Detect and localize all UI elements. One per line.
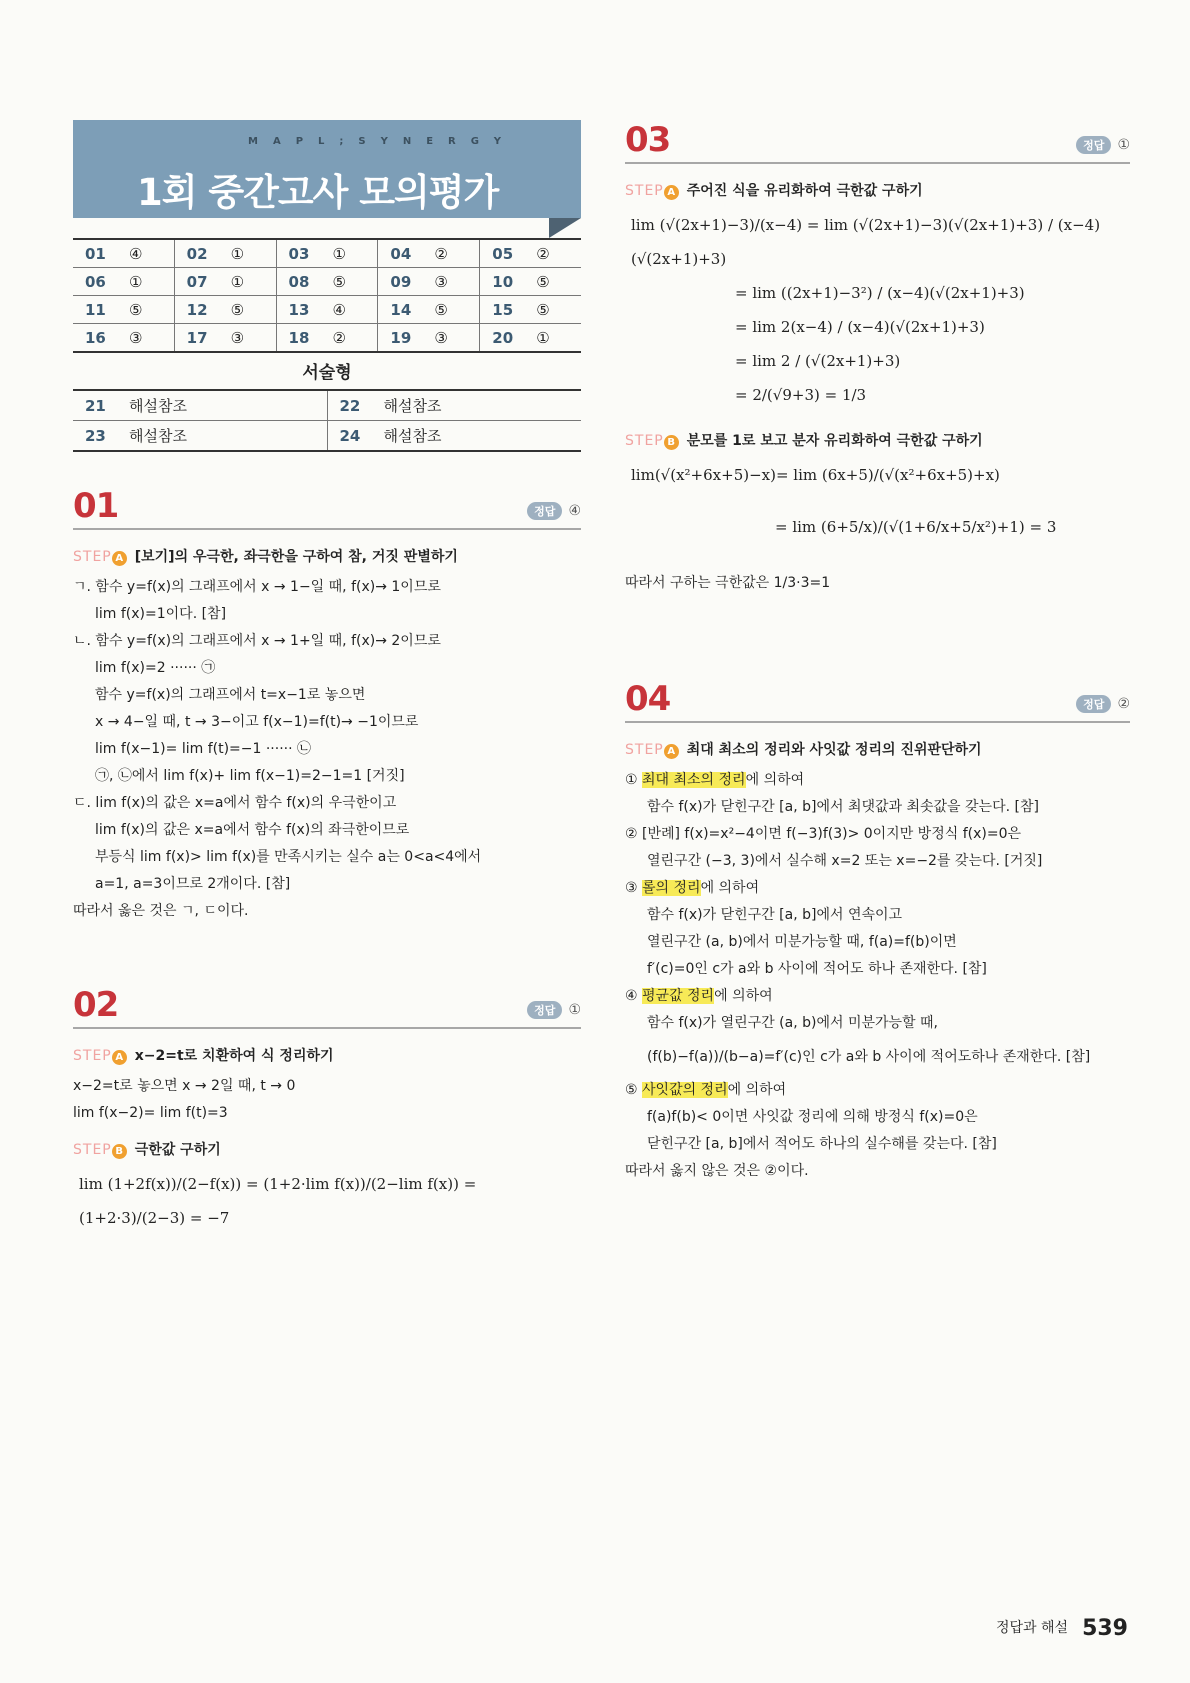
answer-choice: ③ xyxy=(129,328,143,347)
essay-note: 해설참조 xyxy=(129,397,187,415)
text-line: 함수 f(x)가 닫힌구간 [a, b]에서 최댓값과 최솟값을 갖는다. [참] xyxy=(647,799,1039,815)
answer-value: ① xyxy=(568,1002,581,1018)
question-number: 17 xyxy=(186,328,208,347)
banner-fold xyxy=(549,218,581,238)
step-label: STEP xyxy=(625,742,664,758)
essay-row xyxy=(73,421,581,452)
equation: lim (1+2f(x))/(2−f(x)) = (1+2·lim f(x))/(2−lim f(x)) = (1+2·3)/(2−3) = −7 xyxy=(79,1175,477,1227)
answer-pill: 정답 xyxy=(1076,136,1111,154)
answer-choice: ① xyxy=(230,272,245,291)
answer-choice: ③ xyxy=(434,272,448,291)
step-letter: B xyxy=(112,1144,127,1159)
step-letter: A xyxy=(664,744,679,759)
essay-cell xyxy=(327,421,581,452)
equation: lim(√(x²+6x+5)−x)= lim (6x+5)/(√(x²+6x+5)+x) xyxy=(631,466,1000,484)
answer-tag xyxy=(1076,136,1130,154)
text-line: ② [반례] f(x)=x²−4이면 f(−3)f(3)> 0이지만 방정식 f(x)=0은 xyxy=(625,826,1022,842)
problem-number: 03 xyxy=(625,120,671,160)
answer-cell xyxy=(73,268,174,296)
item-text: 에 의하여 xyxy=(727,1082,787,1098)
text-line: 함수 y=f(x)의 그래프에서 t=x−1로 놓으면 xyxy=(95,687,366,703)
text-line: 따라서 옳은 것은 ㄱ, ㄷ이다. xyxy=(73,903,249,919)
question-number: 01 xyxy=(85,244,106,263)
answer-cell xyxy=(276,239,378,268)
problem-number: 02 xyxy=(73,985,119,1025)
answer-cell xyxy=(276,268,378,296)
item-text: 에 의하여 xyxy=(700,880,760,896)
text-line: lim f(x)=2 ······ ㉠ xyxy=(95,660,216,676)
text-line: ㄱ. 함수 y=f(x)의 그래프에서 x → 1−일 때, f(x)→ 1이므로 xyxy=(73,579,441,595)
problem-number: 01 xyxy=(73,486,119,526)
problem-number: 04 xyxy=(625,679,671,719)
step-letter: B xyxy=(664,435,679,450)
answer-cell xyxy=(378,239,480,268)
question-number: 21 xyxy=(85,397,106,415)
answer-choice: ① xyxy=(536,328,550,347)
essay-note: 해설참조 xyxy=(383,397,442,415)
list-item xyxy=(625,983,1130,1010)
answer-cell xyxy=(378,324,480,353)
question-number: 03 xyxy=(288,244,310,263)
answer-cell xyxy=(480,239,581,268)
step-heading xyxy=(625,180,1130,200)
right-column xyxy=(625,120,1130,1185)
answer-cell xyxy=(480,268,581,296)
step-label: STEP xyxy=(73,1142,112,1158)
left-column xyxy=(73,120,581,1235)
equation: = lim 2 / (√(2x+1)+3) xyxy=(735,352,901,370)
question-number: 14 xyxy=(390,300,412,319)
answer-choice: ② xyxy=(434,244,448,263)
answer-cell xyxy=(378,268,480,296)
question-number: 11 xyxy=(85,300,106,319)
text-line: ㄷ. lim f(x)의 값은 x=a에서 함수 f(x)의 우극한이고 xyxy=(73,795,397,811)
answer-choice: ① xyxy=(332,244,346,263)
answer-row xyxy=(73,296,581,324)
answer-cell xyxy=(480,324,581,353)
question-number: 23 xyxy=(85,427,106,445)
question-number: 06 xyxy=(85,272,106,291)
answer-cell xyxy=(276,324,378,353)
answer-cell xyxy=(73,324,174,353)
answer-choice: ② xyxy=(332,328,346,347)
text-line: lim f(x−1)= lim f(t)=−1 ······ ㉡ xyxy=(95,741,312,757)
step-label: STEP xyxy=(73,549,112,565)
item-marker: ⑤ xyxy=(625,1082,643,1098)
answer-choice: ④ xyxy=(332,300,346,319)
essay-note: 해설참조 xyxy=(383,427,442,445)
answer-choice: ② xyxy=(536,244,550,263)
step-letter: A xyxy=(112,551,127,566)
answer-choice: ③ xyxy=(434,328,448,347)
question-number: 04 xyxy=(390,244,412,263)
answer-choice: ⑤ xyxy=(536,272,550,291)
essay-note: 해설참조 xyxy=(129,427,187,445)
answer-choice: ① xyxy=(129,272,143,291)
problem-04 xyxy=(625,679,1130,1185)
highlighted-term: 사잇값의 정리 xyxy=(642,1082,728,1098)
text-line: 함수 f(x)가 닫힌구간 [a, b]에서 연속이고 xyxy=(647,907,903,923)
answer-choice: ⑤ xyxy=(536,300,550,319)
list-item xyxy=(625,767,1130,794)
answer-value: ① xyxy=(1117,137,1130,153)
question-number: 10 xyxy=(492,272,514,291)
highlighted-term: 평균값 정리 xyxy=(642,988,715,1004)
answer-cell xyxy=(378,296,480,324)
answer-row xyxy=(73,324,581,353)
question-number: 02 xyxy=(186,244,208,263)
list-item xyxy=(625,875,1130,902)
question-number: 19 xyxy=(390,328,412,347)
text-line: a=1, a=3이므로 2개이다. [참] xyxy=(95,876,291,892)
text-line: 따라서 옳지 않은 것은 ②이다. xyxy=(625,1163,809,1179)
question-number: 07 xyxy=(186,272,208,291)
item-marker: ③ xyxy=(625,880,643,896)
highlighted-term: 롤의 정리 xyxy=(642,880,701,896)
step-heading xyxy=(73,546,581,566)
answer-table xyxy=(73,238,581,353)
equation: = lim (6+5/x)/(√(1+6/x+5/x²)+1) = 3 xyxy=(775,518,1057,536)
question-number: 18 xyxy=(288,328,310,347)
answer-cell xyxy=(276,296,378,324)
page-footer xyxy=(996,1616,1128,1641)
text-line: lim f(x)의 값은 x=a에서 함수 f(x)의 좌극한이므로 xyxy=(95,822,410,838)
problem-03 xyxy=(625,120,1130,597)
equation: = lim ((2x+1)−3²) / (x−4)(√(2x+1)+3) xyxy=(735,284,1025,302)
question-number: 16 xyxy=(85,328,106,347)
item-marker: ④ xyxy=(625,988,643,1004)
answer-choice: ⑤ xyxy=(332,272,346,291)
problem-header xyxy=(625,679,1130,723)
text-line: (f(b)−f(a))/(b−a)=f′(c)인 c가 a와 b 사이에 적어도하나 존재한다. [참] xyxy=(647,1049,1091,1065)
text-line: 열린구간 (a, b)에서 미분가능할 때, f(a)=f(b)이면 xyxy=(647,934,957,950)
answer-choice: ④ xyxy=(129,244,143,263)
step-letter: A xyxy=(112,1050,127,1065)
text-line: 열린구간 (−3, 3)에서 실수해 x=2 또는 x=−2를 갖는다. [거짓] xyxy=(647,853,1043,869)
question-number: 12 xyxy=(186,300,208,319)
step-heading xyxy=(625,430,1130,450)
answer-cell xyxy=(174,239,276,268)
answer-cell xyxy=(73,239,174,268)
answer-cell xyxy=(73,296,174,324)
essay-table xyxy=(73,389,581,452)
text-line: f(a)f(b)< 0이면 사잇값 정리에 의해 방정식 f(x)=0은 xyxy=(647,1109,978,1125)
question-number: 09 xyxy=(390,272,412,291)
question-number: 08 xyxy=(288,272,310,291)
essay-heading: 서술형 xyxy=(302,363,352,383)
text-line: lim f(x)=1이다. [참] xyxy=(95,606,227,622)
highlighted-term: 최대 최소의 정리 xyxy=(642,772,746,788)
page-number: 539 xyxy=(1082,1616,1128,1641)
problem-header xyxy=(625,120,1130,164)
answer-row xyxy=(73,239,581,268)
step-title: 최대 최소의 정리와 사잇값 정리의 진위판단하기 xyxy=(686,742,982,758)
question-number: 22 xyxy=(339,397,361,415)
essay-cell xyxy=(327,390,581,421)
exam-title: 1회 중간고사 모의평가 xyxy=(137,171,499,214)
step-title: 극한값 구하기 xyxy=(134,1142,221,1158)
problem-02 xyxy=(73,985,581,1235)
answer-row xyxy=(73,268,581,296)
answer-pill: 정답 xyxy=(527,502,562,520)
step-label: STEP xyxy=(625,183,664,199)
answer-cell xyxy=(174,268,276,296)
step-label: STEP xyxy=(625,433,664,449)
step-title: 주어진 식을 유리화하여 극한값 구하기 xyxy=(686,183,923,199)
answer-value: ④ xyxy=(568,503,581,519)
answer-value: ② xyxy=(1117,696,1130,712)
equation: lim (√(2x+1)−3)/(x−4) = lim (√(2x+1)−3)(√(2x+1)+3) / (x−4)(√(2x+1)+3) xyxy=(631,216,1101,268)
essay-row xyxy=(73,390,581,421)
answer-choice: ⑤ xyxy=(434,300,448,319)
text-line: x → 4−일 때, t → 3−이고 f(x−1)=f(t)→ −1이므로 xyxy=(95,714,419,730)
text-line: f′(c)=0인 c가 a와 b 사이에 적어도 하나 존재한다. [참] xyxy=(647,961,987,977)
answer-cell xyxy=(174,296,276,324)
item-marker: ① xyxy=(625,772,643,788)
text-line: x−2=t로 놓으면 x → 2일 때, t → 0 xyxy=(73,1078,296,1094)
answer-tag xyxy=(527,1001,581,1019)
step-title: [보기]의 우극한, 좌극한을 구하여 참, 거짓 판별하기 xyxy=(134,549,458,565)
essay-cell xyxy=(73,390,327,421)
text-line: ㄴ. 함수 y=f(x)의 그래프에서 x → 1+일 때, f(x)→ 2이므로 xyxy=(73,633,441,649)
brand-text: MAPL;SYNERGY xyxy=(248,136,516,147)
step-heading xyxy=(73,1139,581,1159)
item-text: 에 의하여 xyxy=(745,772,805,788)
step-label: STEP xyxy=(73,1048,112,1064)
text-line: ㉠, ㉡에서 lim f(x)+ lim f(x−1)=2−1=1 [거짓] xyxy=(95,768,405,784)
answer-choice: ③ xyxy=(230,328,245,347)
question-number: 15 xyxy=(492,300,514,319)
answer-pill: 정답 xyxy=(1076,695,1111,713)
problem-header xyxy=(73,486,581,530)
step-title: x−2=t로 치환하여 식 정리하기 xyxy=(134,1048,334,1064)
answer-choice: ⑤ xyxy=(129,300,143,319)
answer-tag xyxy=(527,502,581,520)
step-title: 분모를 1로 보고 분자 유리화하여 극한값 구하기 xyxy=(686,433,983,449)
essay-cell xyxy=(73,421,327,452)
text-line: 따라서 구하는 극한값은 1/3·3=1 xyxy=(625,575,831,591)
question-number: 24 xyxy=(339,427,361,445)
text-line: lim f(x−2)= lim f(t)=3 xyxy=(73,1105,228,1121)
footer-label: 정답과 해설 xyxy=(995,1620,1069,1636)
step-heading xyxy=(625,739,1130,759)
question-number: 20 xyxy=(492,328,514,347)
item-text: 에 의하여 xyxy=(714,988,773,1004)
step-heading xyxy=(73,1045,581,1065)
text-line: 닫힌구간 [a, b]에서 적어도 하나의 실수해를 갖는다. [참] xyxy=(647,1136,997,1152)
answer-cell xyxy=(174,324,276,353)
answer-choice: ① xyxy=(230,244,245,263)
question-number: 13 xyxy=(288,300,310,319)
list-item xyxy=(625,1077,1130,1104)
problem-01 xyxy=(73,486,581,925)
text-line: 부등식 lim f(x)> lim f(x)를 만족시키는 실수 a는 0<a<4에서 xyxy=(95,849,482,865)
answer-pill: 정답 xyxy=(527,1001,562,1019)
answer-cell xyxy=(480,296,581,324)
equation: = 2/(√9+3) = 1/3 xyxy=(735,386,867,404)
text-line: 함수 f(x)가 열린구간 (a, b)에서 미분가능할 때, xyxy=(647,1015,938,1031)
question-number: 05 xyxy=(492,244,514,263)
answer-choice: ⑤ xyxy=(230,300,245,319)
answer-tag xyxy=(1076,695,1130,713)
equation: = lim 2(x−4) / (x−4)(√(2x+1)+3) xyxy=(735,318,985,336)
exam-banner xyxy=(73,120,581,218)
step-letter: A xyxy=(664,185,679,200)
problem-header xyxy=(73,985,581,1029)
